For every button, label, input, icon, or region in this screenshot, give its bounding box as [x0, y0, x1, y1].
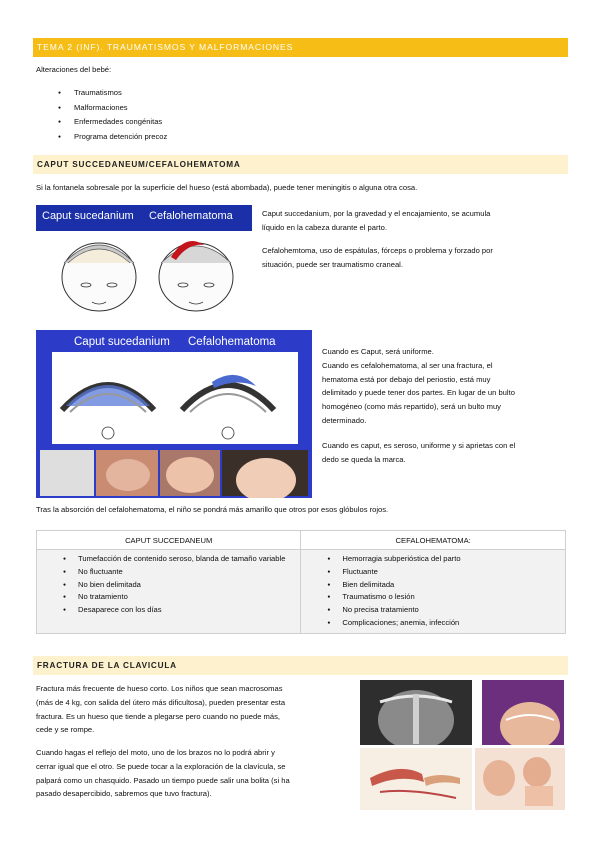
- clavicle-infant-image: [475, 748, 565, 810]
- section-header-caput: [33, 155, 568, 174]
- list-item: ● Fluctuante: [301, 566, 565, 579]
- intro-item: ● Traumatismos: [36, 86, 167, 101]
- clavicula-paragraph-1: [36, 682, 285, 737]
- list-item: ● Complicaciones; anemia, infección: [301, 617, 565, 630]
- intro-item: ● Programa detención precoz: [36, 130, 167, 145]
- section-header-clavicula: [33, 656, 568, 675]
- table-header-cefalohematoma: CEFALOHEMATOMA:: [301, 531, 566, 550]
- figure2-label-right: Cefalohematoma: [188, 336, 276, 348]
- text-line: cerrar igual que el otro. Se puede tocar a la exploración de la clavícula, se: [36, 761, 286, 771]
- intro-item: ● Malformaciones: [36, 101, 167, 116]
- list-item: ● Tumefacción de contenido seroso, blanda de tamaño variable: [37, 553, 300, 566]
- text-line: Fractura más frecuente de hueso corto. Los niños que sean macrosomas: [36, 684, 283, 693]
- list-item: ● Traumatismo o lesión: [301, 591, 565, 604]
- clavicle-xray-image: [360, 680, 472, 745]
- list-item: ● Hemorragia subperióstica del parto: [301, 553, 565, 566]
- intro-list: [36, 86, 167, 144]
- text-line: pasado desapercibido, sabremos que tuvo fractura).: [36, 789, 212, 799]
- table-cell-cefalohematoma: [301, 550, 566, 634]
- text-line: Cuando es Caput, será uniforme.: [322, 347, 434, 356]
- comparison-table: [36, 530, 566, 634]
- text-line: hematoma está por debajo del periostio, está muy: [322, 374, 491, 384]
- clavicle-anatomy-image: [482, 680, 564, 745]
- text-line: Cuando es cefalohematoma, al ser una fractura, el: [322, 360, 493, 370]
- section-title: CAPUT SUCCEDANEUM/CEFALOHEMATOMA: [37, 160, 241, 169]
- text-line: fractura. Es un hueso que tiende a plegarse pero cuando no puede más,: [36, 711, 281, 721]
- text-line: líquido en la cabeza durante el parto.: [262, 222, 387, 232]
- figure1-label-right: Cefalohematoma: [149, 210, 233, 222]
- list-item: ● No bien delimitada: [37, 579, 300, 592]
- absorption-text: Tras la absorción del cefalohematoma, el niño se pondrá más amarillo que otros por esos glóbulos rojos.: [36, 505, 389, 514]
- text-line: situación, puede ser traumatismo craneal.: [262, 259, 403, 269]
- figure-caput-vs-cefalohematoma-heads: [36, 205, 252, 316]
- text-line: dedo se queda la marca.: [322, 454, 406, 464]
- text-line: homogéneo (como más repartido), será un bulto muy: [322, 402, 501, 412]
- text-line: delimitado y puede tener dos partes. En lugar de un bulto: [322, 388, 515, 398]
- figure-caput-vs-cefalohematoma-diagram: [36, 330, 312, 498]
- document-title-bar: [33, 38, 568, 57]
- text-line: Cefalohemtoma, uso de espátulas, fórceps o problema y forzado por: [262, 246, 493, 255]
- intro-item: ● Enfermedades congénitas: [36, 115, 167, 130]
- text-line: Caput succedanium, por la gravedad y el encajamiento, se acumula: [262, 209, 491, 218]
- caput-definition-text: [262, 207, 490, 235]
- document-title: TEMA 2 (INF). TRAUMATISMOS Y MALFORMACIONES: [37, 42, 294, 52]
- clavicle-fracture-diagram: [360, 748, 472, 810]
- figure2-label-left: Caput sucedanium: [74, 336, 170, 348]
- list-item: ● No tratamiento: [37, 591, 300, 604]
- intro-label: Alteraciones del bebé:: [36, 65, 112, 74]
- text-line: palpará como un chasquido. Pasado un tiempo puede salir una bolita (si ha: [36, 775, 290, 785]
- cefalohematoma-definition-text: [262, 244, 493, 272]
- list-item: ● No fluctuante: [37, 566, 300, 579]
- text-line: Cuando es caput, es seroso, uniforme y si aprietas con el: [322, 441, 516, 450]
- text-line: Cuando hagas el reflejo del moto, uno de los brazos no lo podrá abrir y: [36, 748, 275, 757]
- caput-cefalohematoma-comparison-text: [322, 345, 515, 428]
- clavicula-paragraph-2: [36, 746, 290, 801]
- text-line: (más de 4 kg, con salida del útero más dificultosa), pueden presentar esta: [36, 697, 286, 707]
- section-title: FRACTURA DE LA CLAVICULA: [37, 661, 177, 670]
- list-item: ● Desaparece con los días: [37, 604, 300, 617]
- text-line: cede y se rompe.: [36, 725, 95, 735]
- list-item: ● No precisa tratamiento: [301, 604, 565, 617]
- caput-marca-text: [322, 439, 515, 467]
- table-cell-caput: [37, 550, 301, 634]
- section-lead: Si la fontanela sobresale por la superficie del hueso (está abombada), puede tener meningitis o alguna otra cosa.: [36, 183, 418, 192]
- table-header-caput: CAPUT SUCCEDANEUM: [37, 531, 301, 550]
- list-item: ● Bien delimitada: [301, 579, 565, 592]
- text-line: determinado.: [322, 415, 367, 425]
- figure1-label-left: Caput sucedanium: [42, 210, 134, 222]
